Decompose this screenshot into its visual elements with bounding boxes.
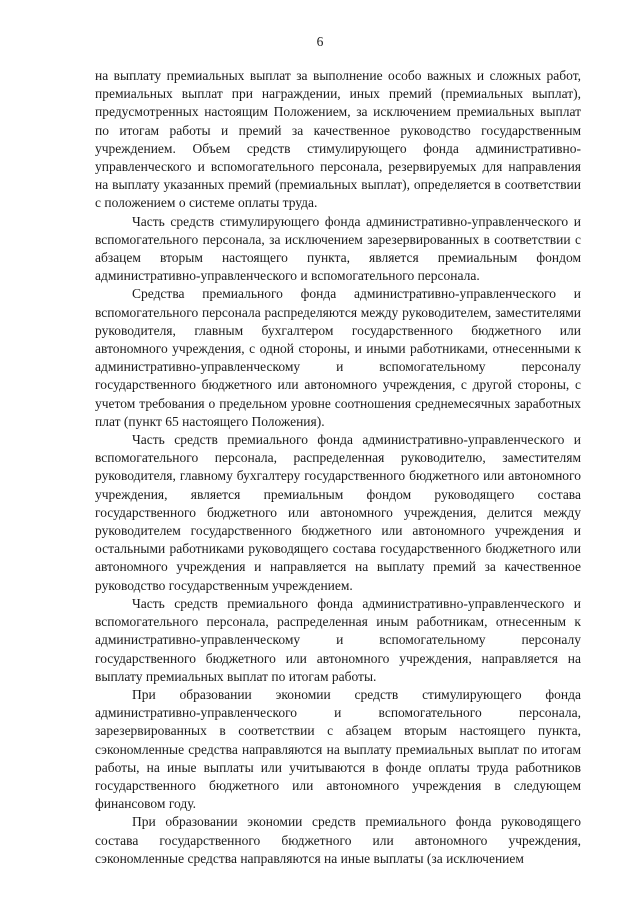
paragraph-5: Часть средств премиального фонда административно-управленческого и вспомогательного персонала, распределенная иным работникам, отнесенным к административно-управленческому и вспомогательному персоналу государственного бюджетного или автономного учреждения, направляется на выплату премиальных выплат по итогам работы.	[95, 595, 581, 684]
paragraph-3: Средства премиального фонда административно-управленческого и вспомогательного персонала распределяются между руководителем, заместителями руководителя, главным бухгалтером государственного бюджетного или автономного учреждения, с одной стороны, и иными работниками, отнесенными к административно-управленческому и вспомогательному персоналу государственного бюджетного или автономного учреждения, с другой стороны, с учетом требования о предельном уровне соотношения среднемесячных заработных плат (пункт 65 настоящего Положения).	[95, 286, 581, 429]
document-body	[95, 67, 581, 868]
paragraph-6: При образовании экономии средств стимулирующего фонда административно-управленческого и вспомогательного персонала, зарезервированных в соответствии с абзацем вторым настоящего пункта, сэкономленные средства направляются на выплату премиальных выплат по итогам работы, на иные выплаты или учитываются в фонде оплаты труда работников государственного бюджетного или автономного учреждения в следующем финансовом году.	[95, 686, 581, 812]
page-number: 6	[316, 34, 324, 49]
paragraph-1: на выплату премиальных выплат за выполнение особо важных и сложных работ, премиальных выплат при награждении, иных премий (премиальных выплат), предусмотренных настоящим Положением, за исключением премиальных выплат по итогам работы и премий за качественное руководство государственным учреждением. Объем средств стимулирующего фонда административно-управленческого и вспомогательного персонала, резервируемых для направления на выплату указанных премий (премиальных выплат), определяется в соответствии с положением о системе оплаты труда.	[95, 68, 581, 211]
paragraph-7: При образовании экономии средств премиального фонда руководящего состава государственного бюджетного или автономного учреждения, сэкономленные средства направляются на иные выплаты (за исключением	[95, 814, 581, 866]
paragraph-4: Часть средств премиального фонда административно-управленческого и вспомогательного персонала, распределенная руководителю, заместителям руководителя, главному бухгалтеру государственного бюджетного или автономного учреждения, является премиальным фондом руководящего состава государственного бюджетного или автономного учреждения, делится между руководителем государственного бюджетного или автономного учреждения и остальными работниками руководящего состава государственного бюджетного или автономного учреждения и направляется на выплату премий за качественное руководство государственным учреждением.	[95, 432, 581, 593]
paragraph-2: Часть средств стимулирующего фонда административно-управленческого и вспомогательного персонала, за исключением зарезервированных в соответствии с абзацем вторым настоящего пункта, является премиальным фондом административно-управленческого и вспомогательного персонала.	[95, 213, 581, 284]
